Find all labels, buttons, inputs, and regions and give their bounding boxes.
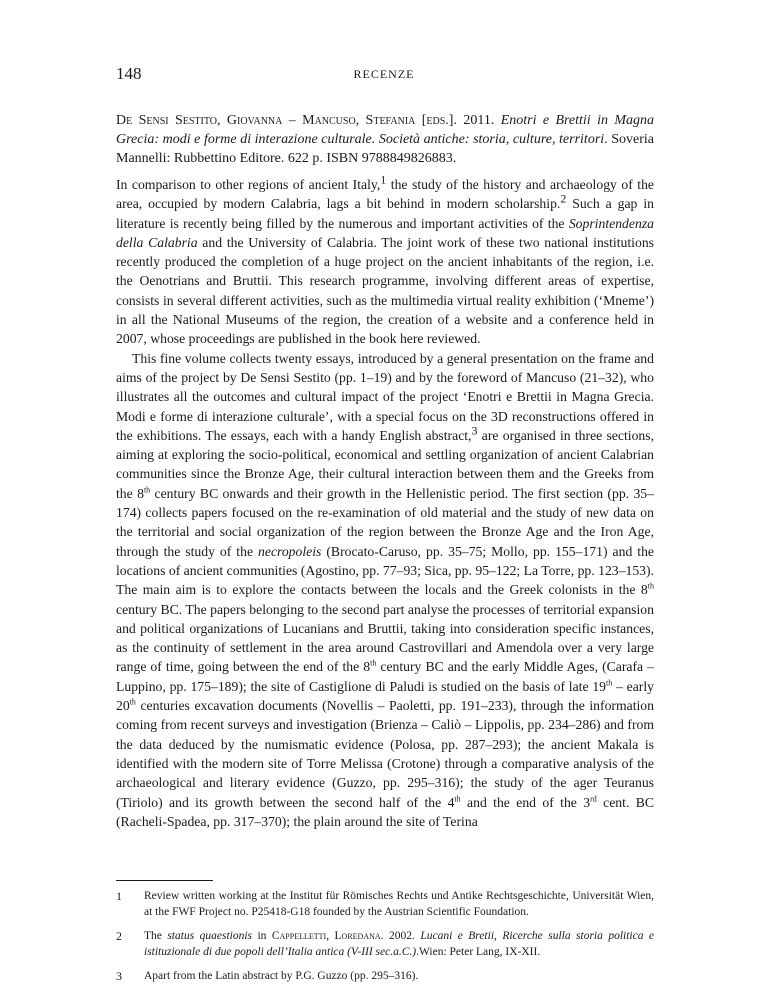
text-run: Such a gap in literature is recently being filled by the numerous and important activities of the <box>116 196 654 231</box>
ordinal-suffix: th <box>129 697 136 707</box>
footnote-3 <box>116 968 654 984</box>
text-run: and the University of Calabria. The joint work of these two national institutions recently produced the completion of a huge project on the ancient inhabitants of the region, i.e. the Oenotrians and Bruttii. This research programme, involving different areas of expertise, consists in several different activities, such as the multimedia virtual reality exhibition (‘Mneme’) in all the National Museums of the region, the creation of a website and a conference held in 2007, whose proceedings are published in the book here reviewed. <box>116 234 654 347</box>
text-run: . 2002. <box>380 930 421 942</box>
text-run: are organised in three sections, aiming at exploring the socio-political, economical and settling organization of ancient Calabrian communities since the Bronze Age, their cultural interaction between them and the Greeks from the 8 <box>116 427 654 501</box>
text-run: This fine volume collects twenty essays, introduced by a general presentation on the frame and aims of the project by De Sensi Sestito (pp. 1–19) and by the foreword of Mancuso (21–32), who illustrates all the outcomes and cultural impact of the project ‘Enotri e Brettii in Magna Grecia. Modi e forme di interazione culturale’, with a special focus on the 3D reconstructions offered in the exhibitions. The essays, each with a handy English abstract, <box>116 350 654 443</box>
footnote-text <box>144 928 654 960</box>
text-run: centuries excavation documents (Novellis – Paoletti, pp. 191–233), through the information coming from recent surveys and investigation (Brienza – Caliò – Lippolis, pp. 234–286) and from the data deduced by the numismatic evidence (Polosa, pp. 287–293); the ancient Makala is identified with the modern site of Torre Melissa (Crotone) through a comparative analysis of the archaeological and literary evidence (Guzzo, pp. 295–316); the study of the ager Teuranus (Tiriolo) and its growth between the second half of the 4 <box>116 698 654 810</box>
footnote-text: Apart from the Latin abstract by P.G. Guzzo (pp. 295–316). <box>144 970 419 982</box>
text-run: – early 20 <box>116 678 655 714</box>
italic-run: Soprintendenza della Calabria <box>116 215 654 250</box>
ordinal-suffix: th <box>454 793 461 803</box>
text-run: century BC onwards and their growth in the Hellenistic period. The first section (pp. 35–174) collects papers focused on the re-examination of old material and the study of new data on the territorial and social organization of the region between the Bronze Age and the Iron Age, through the study of the <box>116 485 654 559</box>
footnote-rule <box>116 880 213 881</box>
italic-run: necropoleis <box>258 543 322 559</box>
text-run: century BC and the early Middle Ages, (Carafa – Luppino, pp. 175–189); the site of Castiglione di Paludi is studied on the basis of late 19 <box>116 659 654 694</box>
citation-title: Enotri e Brettii in Magna Grecia: modi e forme di interazione culturale. Società antiche: storia, culture, territori <box>116 113 654 147</box>
cited-author: Cappelletti, Loredana <box>271 930 381 942</box>
footnote-number: 3 <box>116 969 122 983</box>
paragraph-2 <box>116 349 654 831</box>
footnote-2 <box>116 928 654 960</box>
ordinal-suffix: th <box>143 485 151 495</box>
ordinal-suffix: th <box>647 581 654 591</box>
text-run: cent. BC (Racheli-Spadea, pp. 317–370); the plain around the site of Terina <box>116 794 655 829</box>
ordinal-suffix: th <box>606 678 613 688</box>
italic-run: Lucani e Bretii, Ricerche sulla storia politica e istituzionale di due popoli dell’Italia antica (V-III sec.a.C.) <box>144 930 655 958</box>
text-run: (Brocato-Caruso, pp. 35–75; Mollo, pp. 155–171) and the locations of ancient communities (Agostino, pp. 77–93; Sica, pp. 95–122; La Torre, pp. 123–153). The main aim is to explore the contacts between the locals and the Greek colonists in the 8 <box>116 543 655 598</box>
text-run: The <box>144 930 168 942</box>
ordinal-suffix: rd <box>590 793 597 803</box>
italic-run: status quaestionis <box>167 930 253 942</box>
footnote-1 <box>116 888 654 920</box>
citation-publisher: . Soveria Mannelli: Rubbettino Editore. 622 p. ISBN 9788849826883. <box>116 132 655 166</box>
text-run: century BC. The papers belonging to the second part analyse the processes of territorial expansion and political organizations of Lucanians and Bruttii, taking into consideration specific instances, as the continuity of settlement in the area around Castrovillari and Amendola over a very large range of time, going between the end of the 8 <box>116 601 654 675</box>
text-run: in <box>252 930 272 942</box>
footnote-ref: 1 <box>380 172 387 187</box>
citation-authors: De Sensi Sestito, Giovanna – Mancuso, Stefania [eds.]. <box>116 113 457 128</box>
text-run: and the end of the 3 <box>460 794 591 810</box>
footnote-ref: 2 <box>560 191 567 206</box>
footnote-number: 2 <box>116 929 122 943</box>
footnote-text: Review written working at the Institut für Römisches Rechts und Antike Rechtsgeschichte, Universität Wien, at the FWF Project no. P25418-G18 founded by the Austrian Scientific Foundation. <box>144 890 654 918</box>
text-run: the study of the history and archaeology of the area, occupied by modern Calabria, lags a bit behind in modern scholarship. <box>116 177 654 212</box>
citation-year: 2011. <box>456 113 501 128</box>
running-head: RECENZE <box>353 67 415 81</box>
footnote-ref: 3 <box>471 423 478 438</box>
text-run: In comparison to other regions of ancient Italy, <box>116 177 381 192</box>
footnotes <box>116 888 654 992</box>
text-run: .Wien: Peter Lang, IX-XII. <box>416 946 541 958</box>
review-body <box>116 172 655 831</box>
ordinal-suffix: th <box>370 658 377 668</box>
book-citation <box>116 111 654 168</box>
page-number: 148 <box>116 64 142 83</box>
footnote-number: 1 <box>116 889 122 903</box>
paragraph-1 <box>116 172 654 349</box>
